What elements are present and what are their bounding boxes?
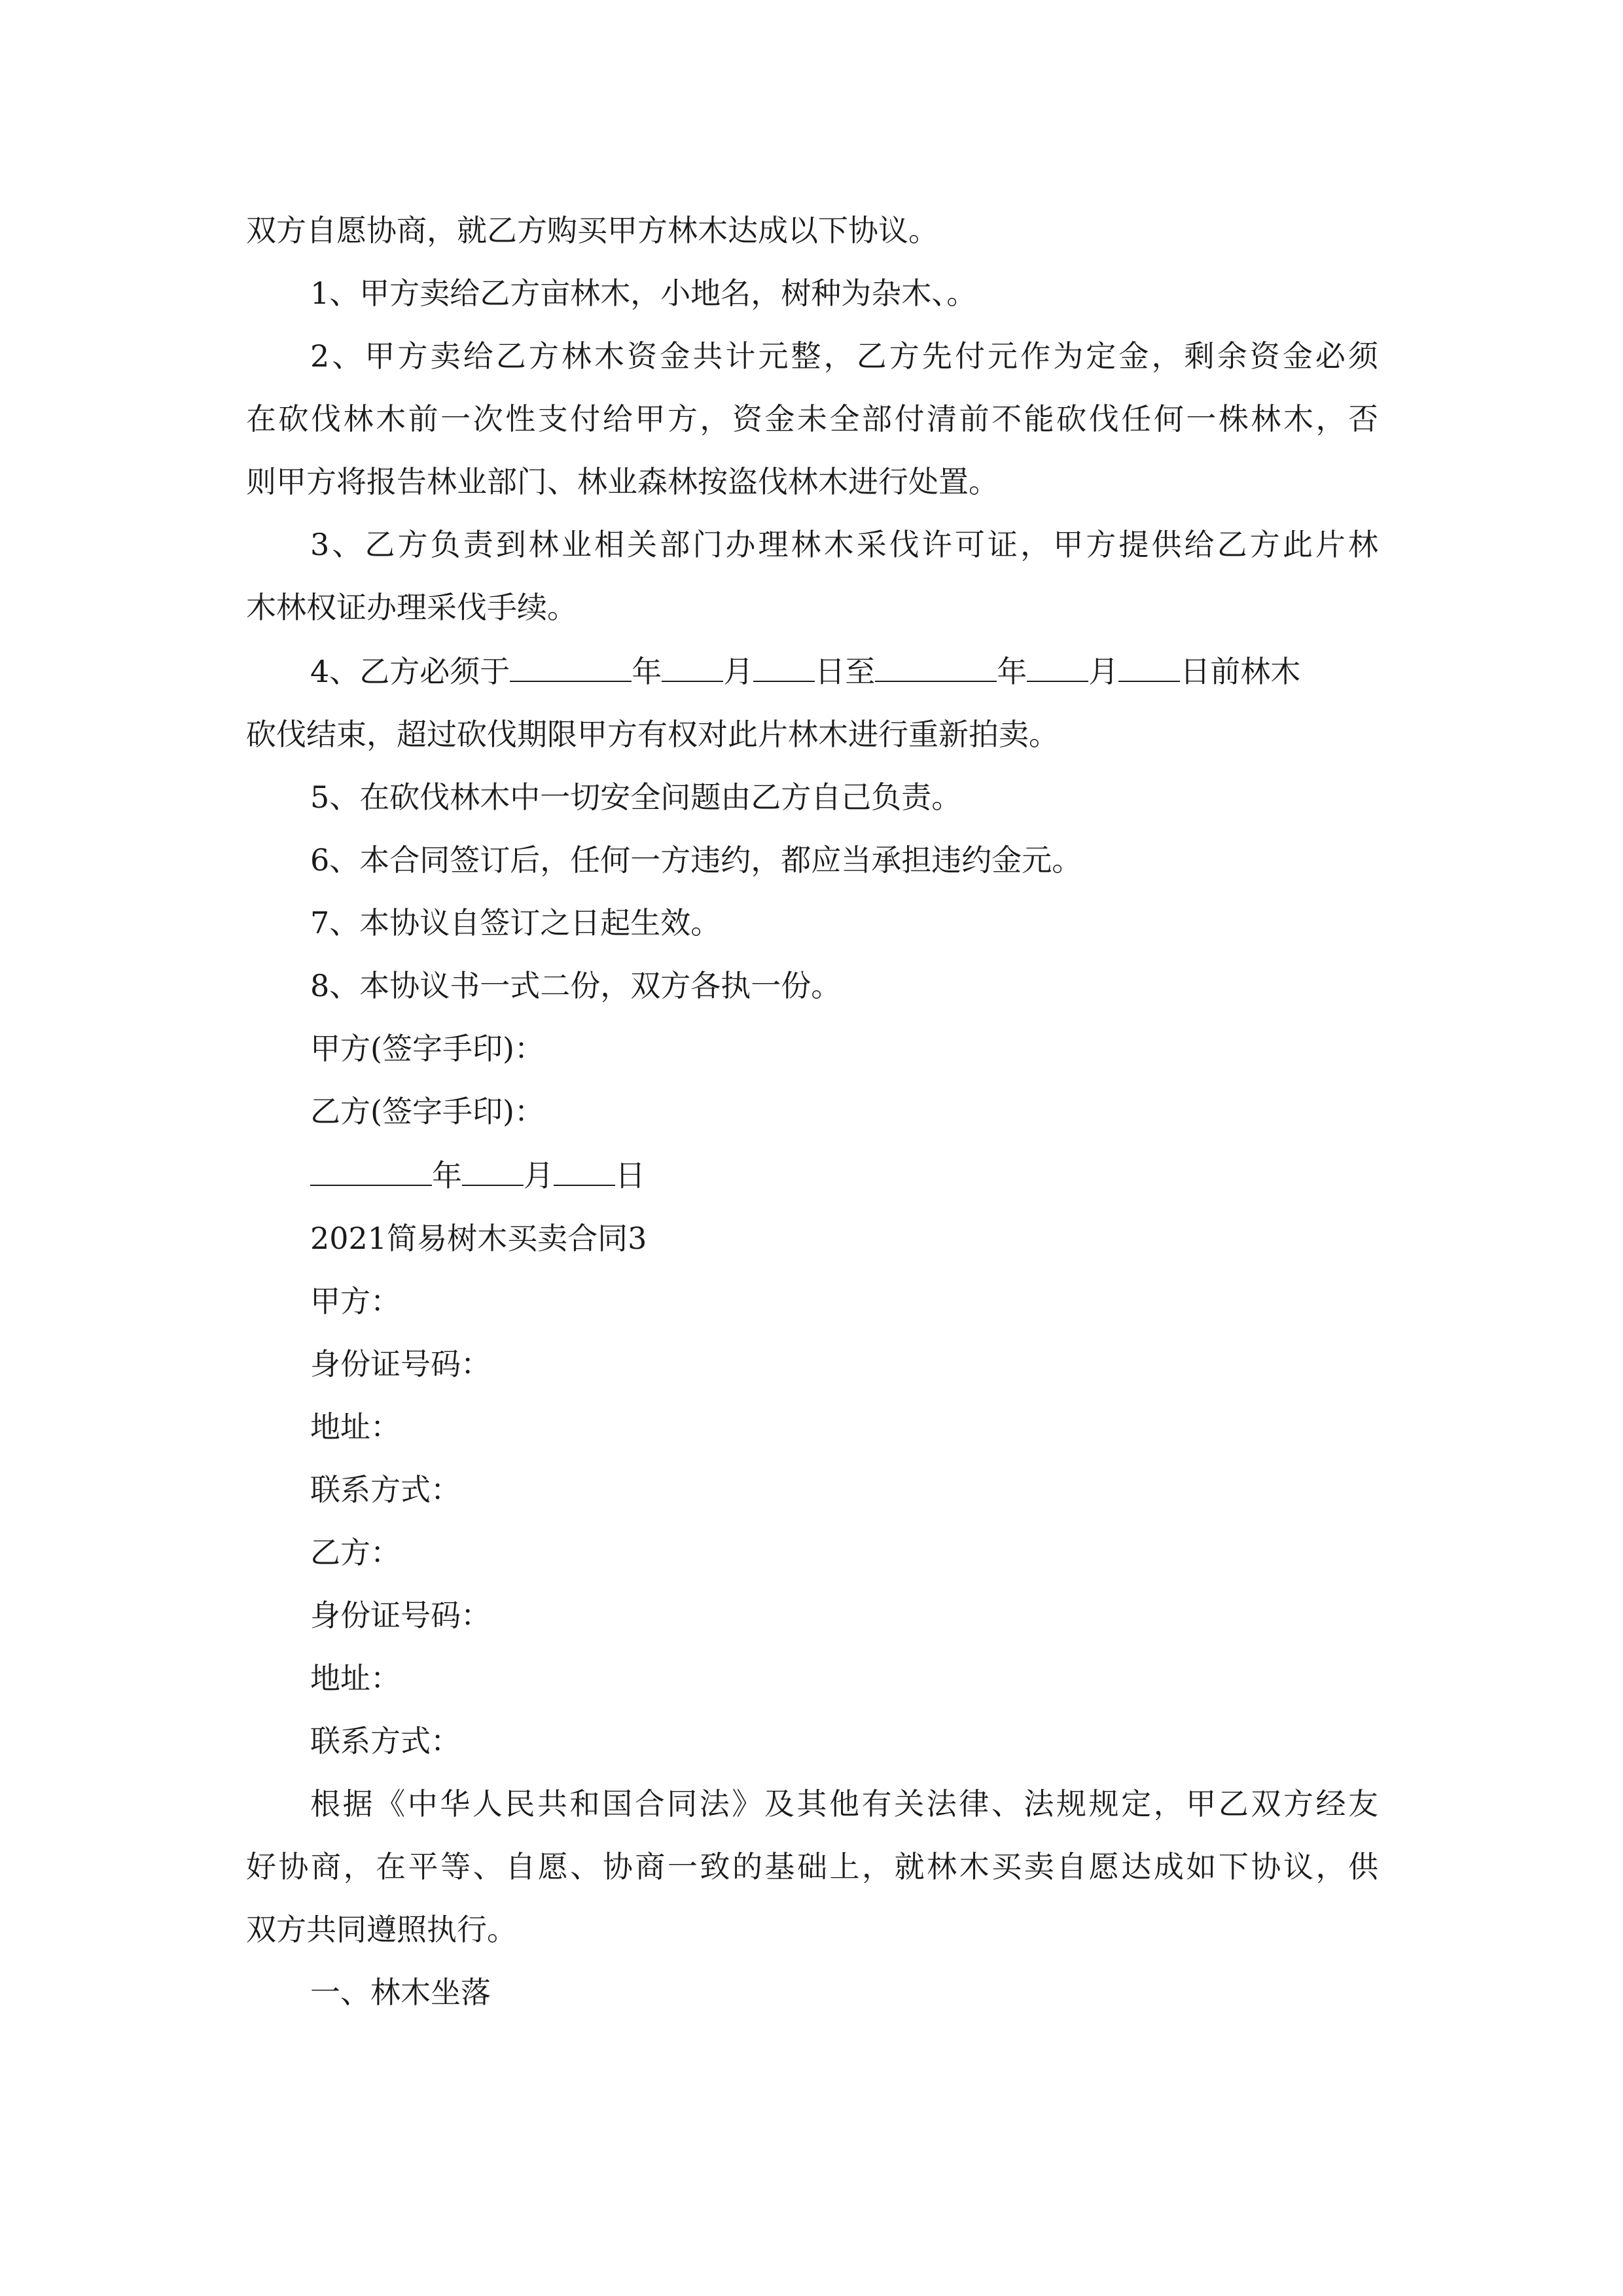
preamble-line-1: 根据《中华人民共和国合同法》及其他有关法律、法规规定，甲乙双方经友	[310, 1786, 1378, 1821]
party-a-contact-label: 联系方式：	[310, 1472, 461, 1507]
clause-7: 7、本协议自签订之日起生效。	[310, 905, 721, 941]
sign-day-label: 日	[615, 1158, 645, 1193]
section-one-heading: 一、林木坐落	[310, 1975, 491, 2010]
end-year-blank[interactable]	[875, 653, 997, 682]
sign-year-blank[interactable]	[310, 1157, 432, 1186]
party-a-label: 甲方：	[310, 1283, 401, 1319]
party-a-id-label: 身份证号码：	[310, 1346, 491, 1382]
clause-2-line-2: 在砍伐林木前一次性支付给甲方，资金未全部付清前不能砍伐任何一株林木，否	[246, 401, 1378, 437]
start-month-label: 月	[723, 654, 754, 689]
clause-1: 1、甲方卖给乙方亩林木，小地名，树种为杂木、。	[310, 276, 977, 311]
clause-8: 8、本协议书一式二份，双方各执一份。	[310, 968, 842, 1003]
clause-4-prefix: 4、乙方必须于	[310, 654, 510, 689]
party-b-signature: 乙方(签字手印)：	[310, 1094, 544, 1129]
party-b-address-label: 地址：	[310, 1660, 401, 1696]
party-a-signature: 甲方(签字手印)：	[310, 1031, 544, 1066]
party-b-contact-label: 联系方式：	[310, 1723, 461, 1759]
end-day-label: 日前林木	[1180, 654, 1301, 689]
start-year-blank[interactable]	[510, 653, 632, 682]
section-title: 2021简易树木买卖合同3	[310, 1221, 647, 1256]
signing-date	[310, 1156, 645, 1195]
sign-month-label: 月	[524, 1158, 554, 1193]
party-a-address-label: 地址：	[310, 1409, 401, 1444]
sign-month-blank[interactable]	[462, 1157, 524, 1186]
clause-6: 6、本合同签订后，任何一方违约，都应当承担违约金元。	[310, 842, 1082, 878]
party-b-id-label: 身份证号码：	[310, 1598, 491, 1633]
preamble-line-3: 双方共同遵照执行。	[246, 1912, 517, 1947]
clause-2-line-3: 则甲方将报告林业部门、林业森林按盗伐林木进行处置。	[246, 464, 999, 499]
end-day-blank[interactable]	[1118, 653, 1180, 682]
end-month-label: 月	[1088, 654, 1119, 689]
end-year-label: 年	[997, 654, 1027, 689]
paragraph-intro-tail: 双方自愿协商，就乙方购买甲方林木达成以下协议。	[246, 213, 938, 248]
preamble-line-2: 好协商，在平等、自愿、协商一致的基础上，就林木买卖自愿达成如下协议，供	[246, 1849, 1378, 1884]
clause-2-line-1: 2、甲方卖给乙方林木资金共计元整，乙方先付元作为定金，剩余资金必须	[310, 338, 1378, 374]
start-day-blank[interactable]	[753, 653, 815, 682]
start-month-blank[interactable]	[662, 653, 723, 682]
clause-4-line-1	[310, 652, 1300, 691]
sign-day-blank[interactable]	[554, 1157, 615, 1186]
end-month-blank[interactable]	[1027, 653, 1088, 682]
sign-year-label: 年	[432, 1158, 462, 1193]
start-day-label: 日至	[815, 654, 876, 689]
party-b-label: 乙方：	[310, 1535, 401, 1570]
clause-3-line-2: 木林权证办理采伐手续。	[246, 590, 577, 625]
clause-3-line-1: 3、乙方负责到林业相关部门办理林木采伐许可证，甲方提供给乙方此片林	[310, 527, 1378, 562]
clause-5: 5、在砍伐林木中一切安全问题由乙方自己负责。	[310, 780, 962, 815]
start-year-label: 年	[632, 654, 662, 689]
clause-4-line-2: 砍伐结束，超过砍伐期限甲方有权对此片林木进行重新拍卖。	[246, 717, 1059, 752]
